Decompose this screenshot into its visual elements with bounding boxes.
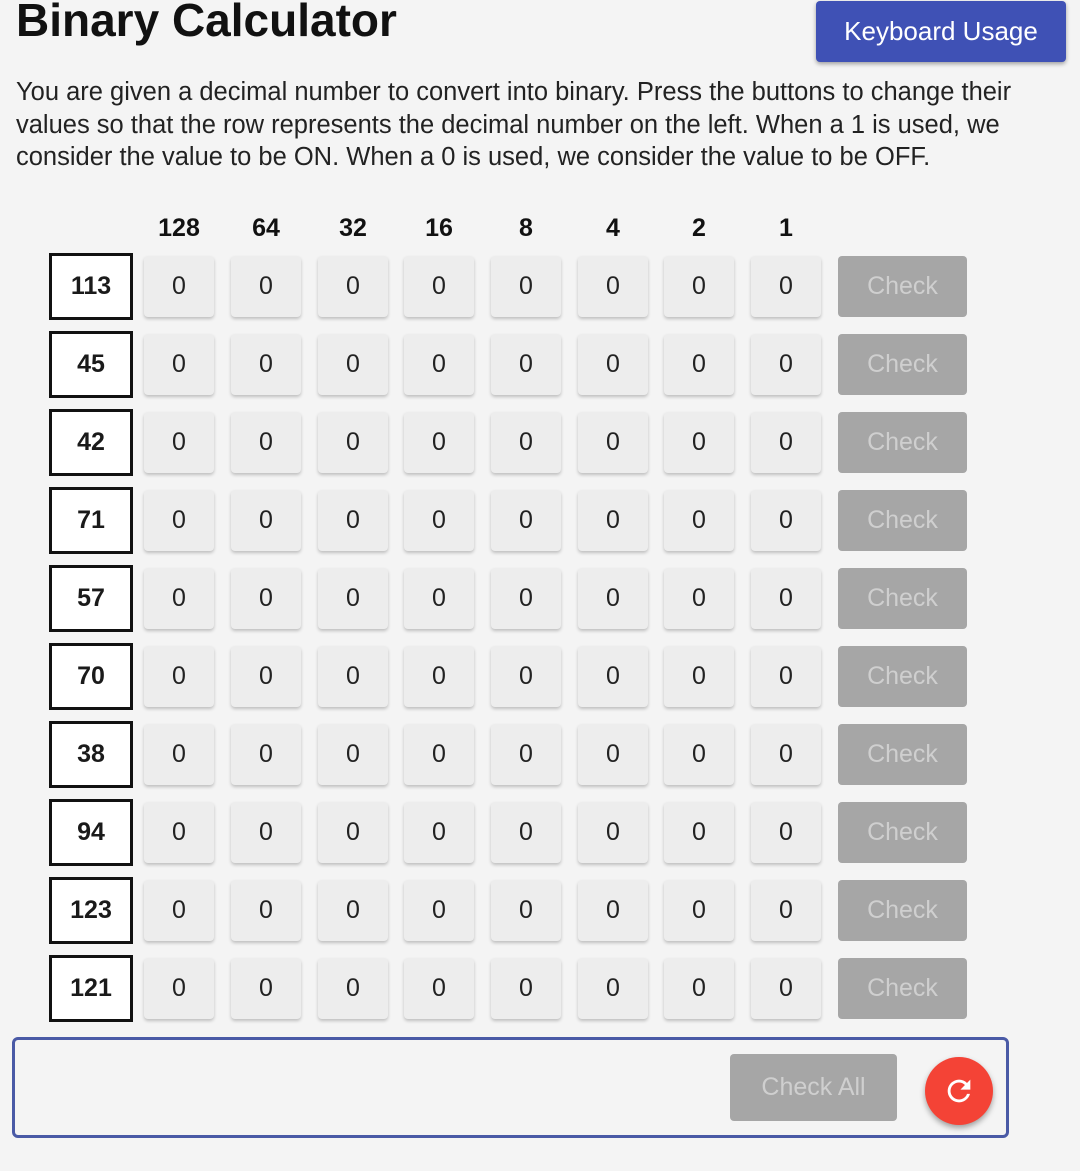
bit-toggle-2[interactable]: 0 (664, 880, 734, 941)
bit-toggle-128[interactable]: 0 (144, 880, 214, 941)
bit-toggle-1[interactable]: 0 (751, 490, 821, 551)
bit-toggle-8[interactable]: 0 (491, 334, 561, 395)
bit-toggle-128[interactable]: 0 (144, 412, 214, 473)
bit-toggle-32[interactable]: 0 (318, 490, 388, 551)
binary-row (0, 955, 1080, 1021)
decimal-value: 38 (49, 721, 133, 788)
bit-toggle-8[interactable]: 0 (491, 958, 561, 1019)
binary-row (0, 409, 1080, 475)
bit-header-4: 4 (606, 214, 620, 242)
bit-toggle-32[interactable]: 0 (318, 958, 388, 1019)
binary-row (0, 331, 1080, 397)
bit-toggle-128[interactable]: 0 (144, 256, 214, 317)
bit-toggle-32[interactable]: 0 (318, 568, 388, 629)
decimal-value: 121 (49, 955, 133, 1022)
bit-header-16: 16 (425, 214, 453, 242)
bit-toggle-32[interactable]: 0 (318, 646, 388, 707)
binary-row (0, 721, 1080, 787)
bit-header-2: 2 (692, 214, 706, 242)
decimal-value: 57 (49, 565, 133, 632)
bit-toggle-8[interactable]: 0 (491, 412, 561, 473)
bit-toggle-16[interactable]: 0 (404, 724, 474, 785)
bit-toggle-16[interactable]: 0 (404, 646, 474, 707)
check-button[interactable]: Check (838, 880, 967, 941)
bit-toggle-4[interactable]: 0 (578, 256, 648, 317)
bit-toggle-32[interactable]: 0 (318, 802, 388, 863)
keyboard-usage-button[interactable]: Keyboard Usage (816, 1, 1066, 62)
bit-toggle-8[interactable]: 0 (491, 802, 561, 863)
check-button[interactable]: Check (838, 256, 967, 317)
bit-toggle-4[interactable]: 0 (578, 490, 648, 551)
bit-toggle-4[interactable]: 0 (578, 880, 648, 941)
bit-toggle-32[interactable]: 0 (318, 256, 388, 317)
binary-row (0, 487, 1080, 553)
bit-toggle-32[interactable]: 0 (318, 880, 388, 941)
bit-header-64: 64 (252, 214, 280, 242)
decimal-value: 70 (49, 643, 133, 710)
check-button[interactable]: Check (838, 412, 967, 473)
decimal-value: 123 (49, 877, 133, 944)
bit-toggle-2[interactable]: 0 (664, 490, 734, 551)
bit-toggle-16[interactable]: 0 (404, 802, 474, 863)
bit-toggle-8[interactable]: 0 (491, 568, 561, 629)
bit-toggle-128[interactable]: 0 (144, 958, 214, 1019)
bit-toggle-4[interactable]: 0 (578, 958, 648, 1019)
bit-toggle-128[interactable]: 0 (144, 802, 214, 863)
decimal-value: 94 (49, 799, 133, 866)
bit-toggle-16[interactable]: 0 (404, 334, 474, 395)
instructions-text: You are given a decimal number to convert into binary. Press the buttons to change their values so that the row represents the decimal number on the left. When a 1 is used, we consider the value to be ON. When a 0 is used, we consider the value to be OFF. (16, 78, 1012, 171)
bit-toggle-64[interactable]: 0 (231, 256, 301, 317)
bit-toggle-16[interactable]: 0 (404, 490, 474, 551)
bit-toggle-8[interactable]: 0 (491, 256, 561, 317)
bit-toggle-4[interactable]: 0 (578, 724, 648, 785)
bit-toggle-64[interactable]: 0 (231, 802, 301, 863)
bit-toggle-2[interactable]: 0 (664, 568, 734, 629)
bit-toggle-8[interactable]: 0 (491, 724, 561, 785)
binary-row (0, 643, 1080, 709)
bit-toggle-1[interactable]: 0 (751, 412, 821, 473)
footer-panel (12, 1037, 1009, 1138)
bit-toggle-64[interactable]: 0 (231, 724, 301, 785)
bit-toggle-1[interactable]: 0 (751, 880, 821, 941)
bit-toggle-2[interactable]: 0 (664, 724, 734, 785)
check-button[interactable]: Check (838, 958, 967, 1019)
bit-toggle-8[interactable]: 0 (491, 646, 561, 707)
bit-toggle-1[interactable]: 0 (751, 646, 821, 707)
bit-toggle-8[interactable]: 0 (491, 880, 561, 941)
bit-toggle-2[interactable]: 0 (664, 958, 734, 1019)
refresh-icon (942, 1074, 976, 1108)
bit-header-8: 8 (519, 214, 533, 242)
check-button[interactable]: Check (838, 568, 967, 629)
bit-toggle-64[interactable]: 0 (231, 334, 301, 395)
bit-toggle-64[interactable]: 0 (231, 958, 301, 1019)
bit-toggle-16[interactable]: 0 (404, 256, 474, 317)
binary-row (0, 565, 1080, 631)
bit-toggle-128[interactable]: 0 (144, 490, 214, 551)
bit-toggle-128[interactable]: 0 (144, 646, 214, 707)
reset-button[interactable] (925, 1057, 993, 1125)
bit-toggle-4[interactable]: 0 (578, 802, 648, 863)
bit-toggle-32[interactable]: 0 (318, 334, 388, 395)
bit-toggle-32[interactable]: 0 (318, 724, 388, 785)
bit-toggle-64[interactable]: 0 (231, 646, 301, 707)
bit-toggle-1[interactable]: 0 (751, 256, 821, 317)
bit-toggle-4[interactable]: 0 (578, 412, 648, 473)
bit-header-128: 128 (158, 214, 200, 242)
check-button[interactable]: Check (838, 334, 967, 395)
bit-toggle-64[interactable]: 0 (231, 490, 301, 551)
decimal-value: 42 (49, 409, 133, 476)
bit-toggle-4[interactable]: 0 (578, 568, 648, 629)
check-button[interactable]: Check (838, 646, 967, 707)
bit-toggle-16[interactable]: 0 (404, 568, 474, 629)
bit-toggle-1[interactable]: 0 (751, 568, 821, 629)
check-button[interactable]: Check (838, 802, 967, 863)
bit-toggle-16[interactable]: 0 (404, 412, 474, 473)
bit-toggle-2[interactable]: 0 (664, 802, 734, 863)
check-button[interactable]: Check (838, 490, 967, 551)
bit-toggle-128[interactable]: 0 (144, 334, 214, 395)
bit-toggle-64[interactable]: 0 (231, 568, 301, 629)
binary-row (0, 253, 1080, 319)
check-all-button[interactable]: Check All (730, 1054, 897, 1121)
bit-toggle-4[interactable]: 0 (578, 646, 648, 707)
bit-toggle-8[interactable]: 0 (491, 490, 561, 551)
bit-toggle-16[interactable]: 0 (404, 880, 474, 941)
bit-toggle-32[interactable]: 0 (318, 412, 388, 473)
bit-toggle-1[interactable]: 0 (751, 802, 821, 863)
binary-row (0, 799, 1080, 865)
bit-toggle-4[interactable]: 0 (578, 334, 648, 395)
bit-header-32: 32 (339, 214, 367, 242)
bit-toggle-1[interactable]: 0 (751, 958, 821, 1019)
check-button[interactable]: Check (838, 724, 967, 785)
bit-toggle-128[interactable]: 0 (144, 568, 214, 629)
bit-toggle-2[interactable]: 0 (664, 334, 734, 395)
decimal-value: 113 (49, 253, 133, 320)
bit-toggle-64[interactable]: 0 (231, 880, 301, 941)
bit-toggle-16[interactable]: 0 (404, 958, 474, 1019)
bit-toggle-128[interactable]: 0 (144, 724, 214, 785)
binary-row (0, 877, 1080, 943)
bit-toggle-1[interactable]: 0 (751, 334, 821, 395)
bit-toggle-2[interactable]: 0 (664, 256, 734, 317)
decimal-value: 45 (49, 331, 133, 398)
decimal-value: 71 (49, 487, 133, 554)
bit-headers (0, 212, 1080, 244)
bit-toggle-2[interactable]: 0 (664, 412, 734, 473)
bit-toggle-64[interactable]: 0 (231, 412, 301, 473)
bit-toggle-2[interactable]: 0 (664, 646, 734, 707)
bit-header-1: 1 (779, 214, 793, 242)
bit-toggle-1[interactable]: 0 (751, 724, 821, 785)
page-title: Binary Calculator (16, 0, 397, 46)
